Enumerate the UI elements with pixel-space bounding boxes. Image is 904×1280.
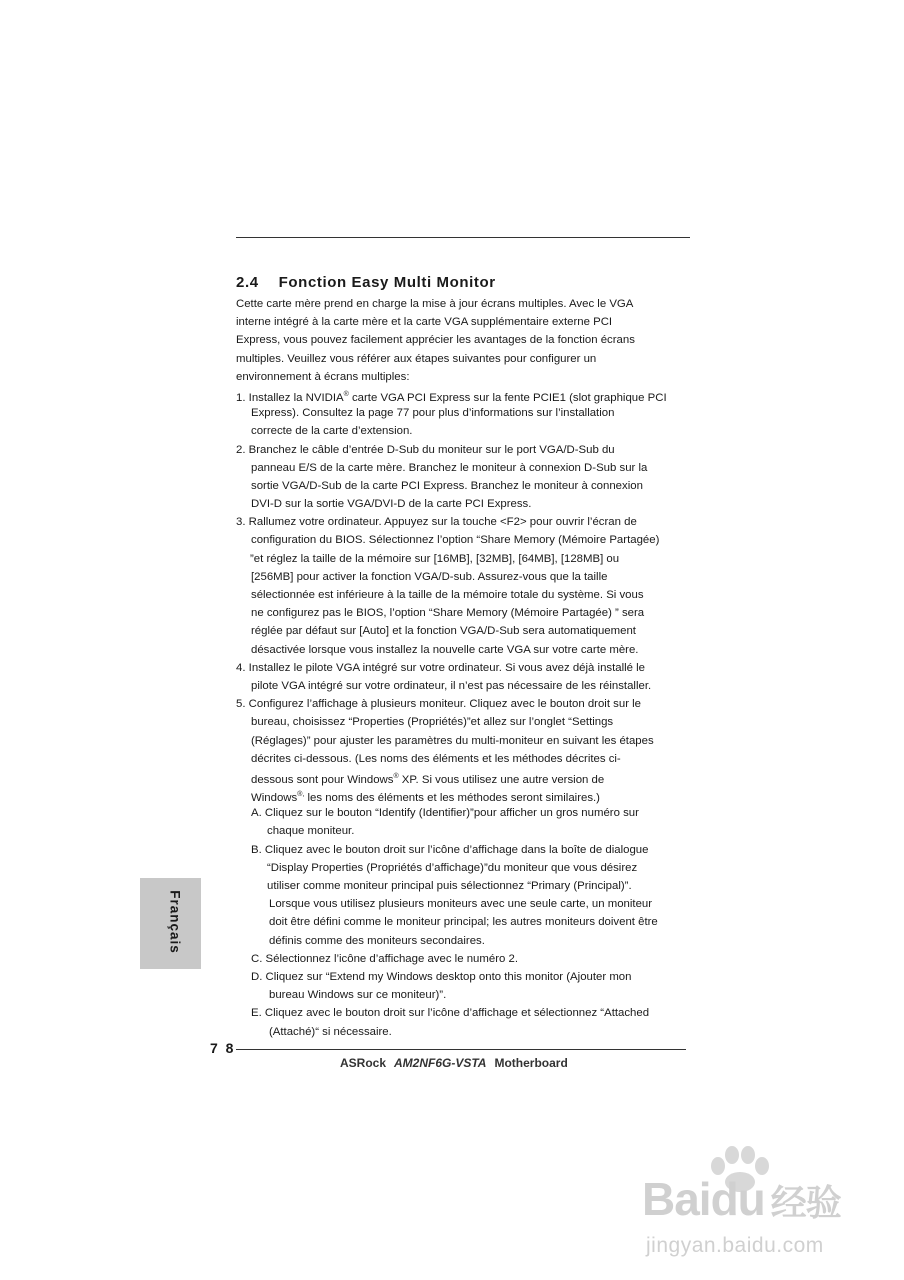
- section-heading: [236, 274, 496, 291]
- substep-e-line: E. Cliquez avec le bouton droit sur l’icône d’affichage et sélectionnez “Attached: [251, 1007, 650, 1020]
- substep-c-line: C. Sélectionnez l’icône d’affichage avec le numéro 2.: [251, 952, 518, 965]
- step-1-text: 1. Installez la NVIDIA: [236, 391, 344, 404]
- substep-e-line: (Attaché)“ si nécessaire.: [269, 1025, 392, 1038]
- step-2-line: panneau E/S de la carte mère. Branchez le moniteur à connexion D-Sub sur la: [251, 461, 648, 474]
- step-3-line: [256MB] pour activer la fonction VGA/D-sub. Assurez-vous que la taille: [251, 570, 608, 583]
- substep-b-line: “Display Properties (Propriétés d’affichage)”du moniteur que vous désirez: [267, 861, 638, 874]
- substep-a-line: chaque moniteur.: [267, 825, 355, 838]
- step-5-windows-line: [236, 768, 692, 786]
- intro-line: Cette carte mère prend en charge la mise à jour écrans multiples. Avec le VGA: [236, 298, 634, 310]
- registered-mark: ®,: [297, 791, 305, 799]
- header-rule: [236, 237, 690, 238]
- substep-b-line: doit être défini comme le moniteur principal; les autres moniteurs doivent être: [269, 916, 658, 929]
- step-1-text: carte VGA PCI Express sur la fente PCIE1 (slot graphique PCI: [348, 391, 667, 404]
- step-1-first-line: [236, 386, 692, 404]
- intro-line: multiples. Veuillez vous référer aux étapes suivantes pour configurer un: [236, 352, 597, 365]
- substep-d-line: bureau Windows sur ce moniteur)”.: [269, 989, 447, 1002]
- step-5-line: 5. Configurez l’affichage à plusieurs moniteur. Cliquez avec le bouton droit sur le: [236, 698, 642, 711]
- substep-b-line: utiliser comme moniteur principal puis sélectionnez “Primary (Principal)”.: [267, 880, 632, 892]
- language-tab-label: Français: [167, 890, 183, 954]
- substep-a-line: A. Cliquez sur le bouton “Identify (Identifier)”pour afficher un gros numéro sur: [251, 807, 639, 820]
- watermark-logo-cn: 经验: [770, 1182, 841, 1223]
- footer: [340, 1056, 568, 1070]
- step-5-text: dessous sont pour Windows: [251, 773, 394, 786]
- intro-line: interne intégré à la carte mère et la carte VGA supplémentaire externe PCI: [236, 316, 613, 329]
- step-3-line: ne configurez pas le BIOS, l’option “Share Memory (Mémoire Partagée) ” sera: [251, 607, 645, 620]
- step-1-line: Express). Consultez la page 77 pour plus d’informations sur l’installation: [251, 407, 615, 420]
- step-2-line: 2. Branchez le câble d’entrée D-Sub du moniteur sur le port VGA/D-Sub du: [236, 443, 615, 456]
- page-number: 7 8: [210, 1040, 236, 1056]
- step-2-line: DVI-D sur la sortie VGA/DVI-D de la carte PCI Express.: [251, 498, 532, 511]
- registered-mark: ®: [343, 390, 349, 398]
- body-text: [236, 295, 692, 1041]
- step-4-line: pilote VGA intégré sur votre ordinateur, il n’est pas nécessaire de les réinstaller.: [251, 679, 652, 692]
- registered-mark: ®: [393, 772, 399, 780]
- watermark: [642, 1146, 852, 1266]
- step-5-text: XP. Si vous utilisez une autre version de: [398, 773, 605, 786]
- footer-model: AM2NF6G-VSTA: [394, 1056, 487, 1070]
- substep-b-line: définis comme des moniteurs secondaires.: [269, 934, 485, 947]
- step-5-windows-line: [236, 786, 692, 804]
- step-5-line: décrites ci-dessous. (Les noms des éléments et les méthodes décrites ci-: [251, 752, 621, 765]
- footer-product: Motherboard: [494, 1056, 568, 1070]
- step-3-line: configuration du BIOS. Sélectionnez l’option “Share Memory (Mémoire Partagée): [251, 534, 660, 547]
- substep-b-line: Lorsque vous utilisez plusieurs moniteurs avec une seule carte, un moniteur: [269, 898, 653, 911]
- step-5-line: bureau, choisissez “Properties (Propriétés)”et allez sur l’onglet “Settings: [251, 716, 614, 729]
- step-3-line: 3. Rallumez votre ordinateur. Appuyez sur la touche <F2> pour ouvrir l’écran de: [236, 516, 637, 529]
- step-2-line: sortie VGA/D-Sub de la carte PCI Express. Branchez le moniteur à connexion: [251, 479, 643, 492]
- step-3-line: sélectionnée est inférieure à la taille de la mémoire totale du système. Si vous: [251, 589, 644, 601]
- step-4-line: 4. Installez le pilote VGA intégré sur votre ordinateur. Si vous avez déjà installé le: [236, 661, 646, 674]
- intro-line: Express, vous pouvez facilement apprécier les avantages de la fonction écrans: [236, 334, 635, 347]
- footer-rule: [236, 1049, 686, 1050]
- step-3-line: désactivée lorsque vous installez la nouvelle carte VGA sur votre carte mère.: [251, 643, 639, 656]
- substep-d-line: D. Cliquez sur “Extend my Windows desktop onto this monitor (Ajouter mon: [251, 970, 632, 983]
- step-3-line: ”et réglez la taille de la mémoire sur [16MB], [32MB], [64MB], [128MB] ou: [250, 552, 620, 565]
- watermark-url: jingyan.baidu.com: [646, 1234, 824, 1257]
- intro-line: environnement à écrans multiples:: [236, 370, 410, 383]
- step-1-line: correcte de la carte d’extension.: [251, 425, 413, 438]
- footer-brand: ASRock: [340, 1056, 387, 1070]
- substep-b-line: B. Cliquez avec le bouton droit sur l’icône d’affichage dans la boîte de dialogue: [251, 843, 649, 856]
- step-5-text: les noms des éléments et les méthodes seront similaires.): [304, 791, 600, 804]
- section-title: Fonction Easy Multi Monitor: [278, 274, 496, 291]
- watermark-logo: [642, 1172, 841, 1226]
- section-number: 2.4: [236, 274, 259, 291]
- step-3-line: réglée par défaut sur [Auto] et la fonction VGA/D-Sub sera automatiquement: [251, 625, 636, 638]
- watermark-logo-text: Baidu: [642, 1173, 765, 1225]
- step-5-line: (Réglages)” pour ajuster les paramètres du multi-moniteur en suivant les étapes: [251, 734, 654, 747]
- step-5-text: Windows: [251, 791, 298, 804]
